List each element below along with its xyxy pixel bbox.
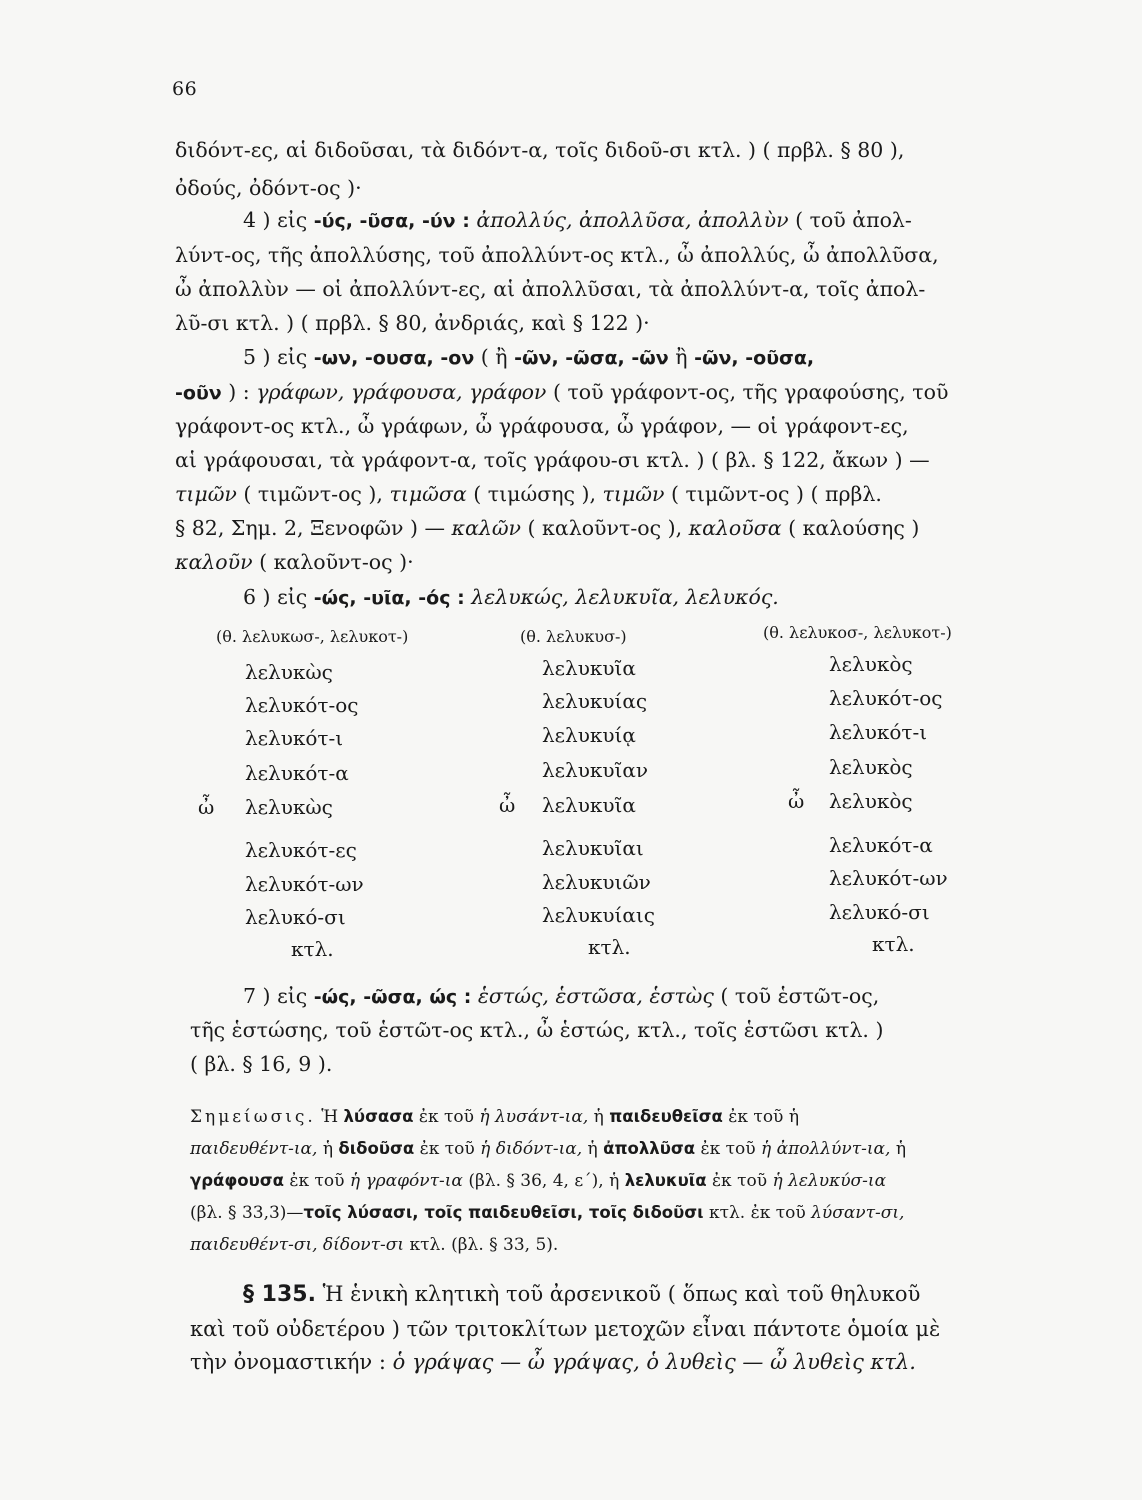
table-cell: λελυκὸς [829,755,913,779]
endings: -ύς, -ῦσα, -ύν : [313,210,470,232]
table-header: (θ. λελυκοσ-, λελυκοτ-) [763,623,952,642]
table-cell: λελυκό-σι [829,900,930,924]
text-line: ( βλ. § 16, 9 ). [190,1052,333,1076]
item-6-line [243,587,1078,608]
vocative-mark: ὦ [198,795,215,819]
table-cell: λελυκότ-ων [245,872,364,896]
item-number: 5 ) εἰς [243,345,308,369]
table-header: (θ. λελυκυσ-) [520,627,627,646]
table-cell: λελυκότ-ες [245,838,357,862]
text: ( ἢ [480,345,508,369]
endings: -ῶν, -οῦσα, [694,347,815,369]
table-cell: λελυκυίαις [542,903,655,927]
text-line: καὶ τοῦ οὐδετέρου ) τῶν τριτοκλίτων μετοχῶν εἶναι πάντοτε ὁμοία μὲ [190,1317,941,1341]
endings: -ώς, -υῖα, -ός : [313,587,465,609]
item-4-line [243,210,1078,231]
table-cell: λελυκυῖαν [542,758,649,782]
table-cell: λελυκυῖα [542,793,636,817]
note-line: Σημείωσις. Ἡ λύσασα ἐκ τοῦ ἡ λυσάντ-ια, ἡ παιδευθεῖσα ἐκ τοῦ ἡ [190,1107,799,1127]
table-cell: λελυκυῖαι [542,836,644,860]
item-number: 4 ) εἰς [243,208,308,232]
table-cell: κτλ. [872,932,915,956]
text: ἢ [675,345,688,369]
table-cell: λελυκότ-ος [829,686,943,710]
table-cell: λελυκυίας [542,689,648,713]
text-line: διδόντ-ες, αἱ διδοῦσαι, τὰ διδόντ-α, τοῖς διδοῦ-σι κτλ. ) ( πρβλ. § 80 ), [175,138,905,162]
table-cell: λελυκὸς [829,652,913,676]
table-cell: κτλ. [291,937,334,961]
table-cell: λελυκότ-ος [245,693,359,717]
text: ( τοῦ γράφοντ-ος, τῆς γραφούσης, τοῦ [552,380,949,404]
item-number: 6 ) εἰς [243,585,308,609]
endings: -ων, -ουσα, -ον [313,347,475,369]
endings: -οῦν [175,382,222,404]
item-number: 7 ) εἰς [243,984,308,1008]
table-cell: λελυκὼς [245,795,333,819]
table-cell: κτλ. [588,935,631,959]
table-cell: λελυκότ-α [829,833,933,857]
text-line: λύντ-ος, τῆς ἀπολλύσης, τοῦ ἀπολλύντ-ος κτλ., ὦ ἀπολλύς, ὦ ἀπολλῦσα, [175,243,939,267]
note-line: γράφουσα ἐκ τοῦ ἡ γραφόντ-ια (βλ. § 36, 4, ε΄), ἡ λελυκυῖα ἐκ τοῦ ἡ λελυκύσ-ια [190,1171,887,1191]
text-line [175,382,1010,403]
text-line: ὦ ἀπολλὺν — οἱ ἀπολλύντ-ες, αἱ ἀπολλῦσαι, τὰ ἀπολλύντ-α, τοῖς ἀπολ- [175,277,926,301]
text-line: γράφοντ-ος κτλ., ὦ γράφων, ὦ γράφουσα, ὦ γράφον, — οἱ γράφοντ-ες, [175,414,909,438]
endings: -ώς, -ῶσα, ώς : [313,986,472,1008]
text-line: § 82, Σημ. 2, Ξενοφῶν ) — καλῶν ( καλοῦντ-ος ), καλοῦσα ( καλούσης ) [175,516,920,540]
table-cell: λελυκὼς [245,660,333,684]
table-cell: λελυκὸς [829,789,913,813]
section-number: § 135. [243,1282,316,1307]
text-line: τῆς ἑστώσης, τοῦ ἑστῶτ-ος κτλ., ὦ ἑστώς, κτλ., τοῖς ἑστῶσι κτλ. ) [190,1018,884,1042]
table-cell: λελυκυίᾳ [542,723,636,747]
vocative-mark: ὦ [499,793,516,817]
text-line: αἱ γράφουσαι, τὰ γράφοντ-α, τοῖς γράφου-σι κτλ. ) ( βλ. § 122, ἄκων ) — [175,448,930,472]
section-135-line: § 135. Ἡ ἑνικὴ κλητικὴ τοῦ ἀρσενικοῦ ( ὅπως καὶ τοῦ θηλυκοῦ [243,1282,921,1307]
text-line: ὀδούς, ὀδόντ-ος )· [175,176,362,200]
note-label: Σημείωσις. [190,1107,316,1127]
page-number: 66 [172,78,198,100]
endings: -ῶν, -ῶσα, -ῶν [514,347,669,369]
vocative-mark: ὦ [788,789,805,813]
example-words: γράφων, γράφουσα, γράφον [256,380,547,404]
table-cell: λελυκυῖα [542,656,636,680]
item-5-line [243,347,1013,368]
table-header: (θ. λελυκωσ-, λελυκοτ-) [216,627,409,646]
example-words: λελυκώς, λελυκυῖα, λελυκός. [471,585,779,609]
table-cell: λελυκότ-ι [829,720,928,744]
text: ) : [228,380,250,404]
note-line: παιδευθέντ-σι, δίδοντ-σι κτλ. (βλ. § 33, 5). [190,1235,559,1255]
text-line: λῦ-σι κτλ. ) ( πρβλ. § 80, ἀνδριάς, καὶ § 122 )· [175,311,650,335]
table-cell: λελυκυιῶν [542,870,651,894]
table-cell: λελυκότ-ων [829,866,948,890]
text-line: τὴν ὀνομαστικήν : ὁ γράψας — ὦ γράψας, ὁ λυθεὶς — ὦ λυθεὶς κτλ. [190,1350,916,1374]
item-7-line [243,986,1078,1007]
text-line: τιμῶν ( τιμῶντ-ος ), τιμῶσα ( τιμώσης ), τιμῶν ( τιμῶντ-ος ) ( πρβλ. [175,482,882,506]
example-words: ἀπολλύς, ἀπολλῦσα, ἀπολλὺν [476,208,789,232]
text: ( τοῦ ἀπολ- [795,208,912,232]
note-line: παιδευθέντ-ια, ἡ διδοῦσα ἐκ τοῦ ἡ διδόντ-ια, ἡ ἀπολλῦσα ἐκ τοῦ ἡ ἀπολλύντ-ια, ἡ [190,1139,907,1159]
table-cell: λελυκότ-α [245,761,349,785]
table-cell: λελυκότ-ι [245,726,344,750]
table-cell: λελυκό-σι [245,905,346,929]
note-line: (βλ. § 33,3)—τοῖς λύσασι, τοῖς παιδευθεῖσι, τοῖς διδοῦσι κτλ. ἐκ τοῦ λύσαντ-σι, [190,1203,905,1223]
text: ( τοῦ ἑστῶτ-ος, [720,984,880,1008]
example-words: ἑστώς, ἑστῶσα, ἑστὼς [477,984,714,1008]
text-line: καλοῦν ( καλοῦντ-ος )· [175,550,414,574]
